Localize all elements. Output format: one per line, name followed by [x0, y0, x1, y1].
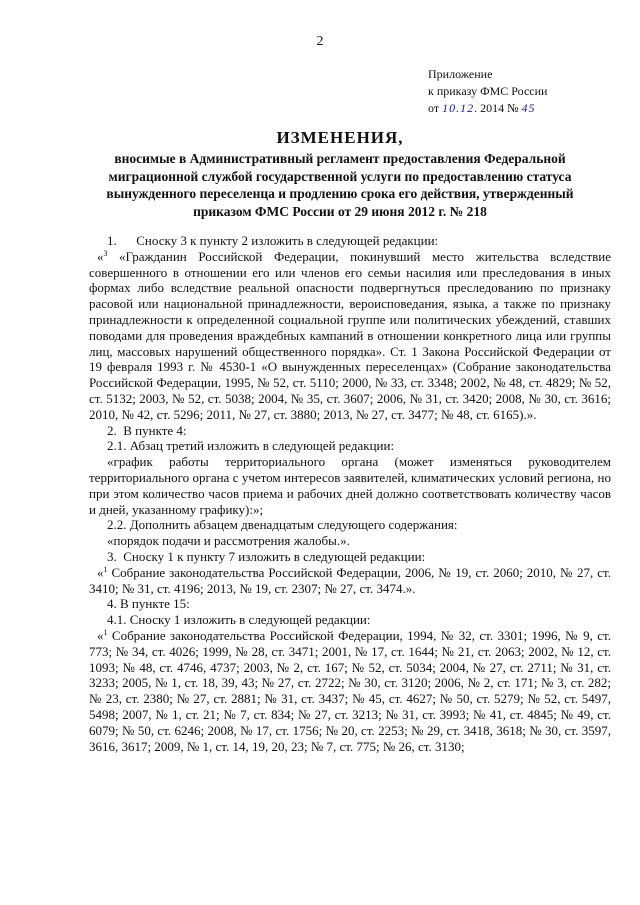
- paragraph-6: 2.2. Дополнить абзацем двенадцатым следующего содержания:: [107, 517, 458, 533]
- paragraph-5: «график работы территориального органа (может изменяться руководителем территориального органа с учетом интересов заявителей, климатических условий региона, но при этом количество часов приема и рабочих дней должно соответствовать количеству часов и дней, указанному графику):»;: [89, 454, 611, 517]
- footnote-marker: 1: [103, 627, 108, 637]
- paragraph-12-text: Собрание законодательства Российской Федерации, 1994, № 32, ст. 3301; 1996, № 9, ст. 773; № 34, ст. 4026; 1999, № 28, ст. 3471; 2001, № 17, ст. 1644; № 21, ст. 2063; 2002, № 12, ст. 1093; № 48, ст. 4746, 4737; 2003, № 2, ст. 167; № 52, ст. 5034; 2004, № 27, ст. 2711; № 31, ст. 3233; 2005, № 1, ст. 18, 39, 43; № 27, ст. 2722; № 30, ст. 3120; 2006, № 2, ст. 171; № 3, ст. 282; № 23, ст. 2380; № 27, ст. 2881; № 31, ст. 3437; № 45, ст. 4627; № 50, ст. 5279; № 52, ст. 5497, 5498; 2007, № 1, ст. 21; № 7, ст. 834; № 27, ст. 3213; № 31, ст. 3993; № 41, ст. 4845; № 49, ст. 6079; № 50, ст. 6246; 2008, № 17, ст. 1756; № 20, ст. 2253; № 29, ст. 3418, 3618; № 30, ст. 3597, 3616, 3617; 2009, № 1, ст. 14, 19, 20, 23; № 7, ст. 775; № 26, ст. 3130;: [89, 627, 611, 754]
- document-subtitle: [70, 150, 610, 220]
- appendix-line-2: к приказу ФМС России: [428, 84, 548, 98]
- paragraph-2-text: «Гражданин Российской Федерации, покинувший место жительства вследствие совершенного в отношении его или членов его семьи насилия или преследования в иных формах либо вследствие реальной опасности подвергнуться преследованию по признаку расовой или национальной принадлежности, вероисповедания, языка, а также по признаку принадлежности к определенной социальной группе или политических убеждений, ставших поводами для проведения враждебных кампаний в отношении конкретного лица или группы лиц, массовых нарушений общественного порядка». Ст. 1 Закона Российской Федерации от 19 февраля 1993 г. № 4530-1 «О вынужденных переселенцах» (Собрание законодательства Российской Федерации, 1995, № 52, ст. 5110; 2000, № 33, ст. 3348; 2002, № 48, ст. 4829; № 52, ст. 5132; 2003, № 52, ст. 5038; 2004, № 35, ст. 3607; 2006, № 31, ст. 3420; 2008, № 30, ст. 3616; 2010, № 42, ст. 5296; 2011, № 27, ст. 3880; 2013, № 27, ст. 3477; № 48, ст. 6165).».: [89, 248, 611, 422]
- appendix-date-prefix: от: [428, 101, 440, 115]
- paragraph-4: 2.1. Абзац третий изложить в следующей редакции:: [107, 438, 395, 454]
- paragraph-12: [89, 628, 611, 754]
- quote-open: «: [97, 627, 104, 643]
- subtitle-line-4: приказом ФМС России от 29 июня 2012 г. № 218: [193, 203, 487, 219]
- appendix-year: . 2014 №: [474, 101, 519, 115]
- page-number: 2: [316, 34, 324, 49]
- paragraph-7: «порядок подачи и рассмотрения жалобы.».: [107, 533, 350, 549]
- footnote-marker: 3: [103, 248, 108, 258]
- paragraph-9-text: Собрание законодательства Российской Федерации, 2006, № 19, ст. 2060; 2010, № 27, ст. 3410; № 31, ст. 4196; 2013, № 19, ст. 2307; № 27, ст. 3474.».: [89, 564, 611, 596]
- subtitle-line-2: миграционной службой государственной услуги по предоставлению статуса: [108, 168, 572, 184]
- quote-open: «: [97, 564, 104, 580]
- paragraph-1: 1. Сноску 3 к пункту 2 изложить в следующей редакции:: [107, 233, 439, 248]
- paragraph-10: 4. В пункте 15:: [107, 596, 190, 612]
- document-body: [89, 233, 611, 754]
- appendix-line-1: Приложение: [428, 67, 493, 81]
- appendix-block: [428, 66, 628, 117]
- paragraph-9: [89, 565, 611, 597]
- handwritten-date: 10.12: [442, 101, 475, 115]
- handwritten-number: 45: [521, 101, 536, 115]
- appendix-line-3: [428, 100, 628, 117]
- subtitle-line-3: вынужденного переселенца и продлению срока его действия, утвержденный: [106, 186, 574, 201]
- document-title: ИЗМЕНЕНИЯ,: [276, 128, 404, 147]
- paragraph-2: [89, 249, 611, 423]
- paragraph-3: 2. В пункте 4:: [107, 422, 187, 438]
- subtitle-line-1: вносимые в Административный регламент предоставления Федеральной: [114, 151, 566, 166]
- paragraph-11: 4.1. Сноску 1 изложить в следующей редакции:: [107, 612, 371, 628]
- footnote-marker: 1: [103, 564, 108, 574]
- quote-open: «: [97, 248, 104, 264]
- paragraph-8: 3. Сноску 1 к пункту 7 изложить в следующей редакции:: [107, 548, 426, 564]
